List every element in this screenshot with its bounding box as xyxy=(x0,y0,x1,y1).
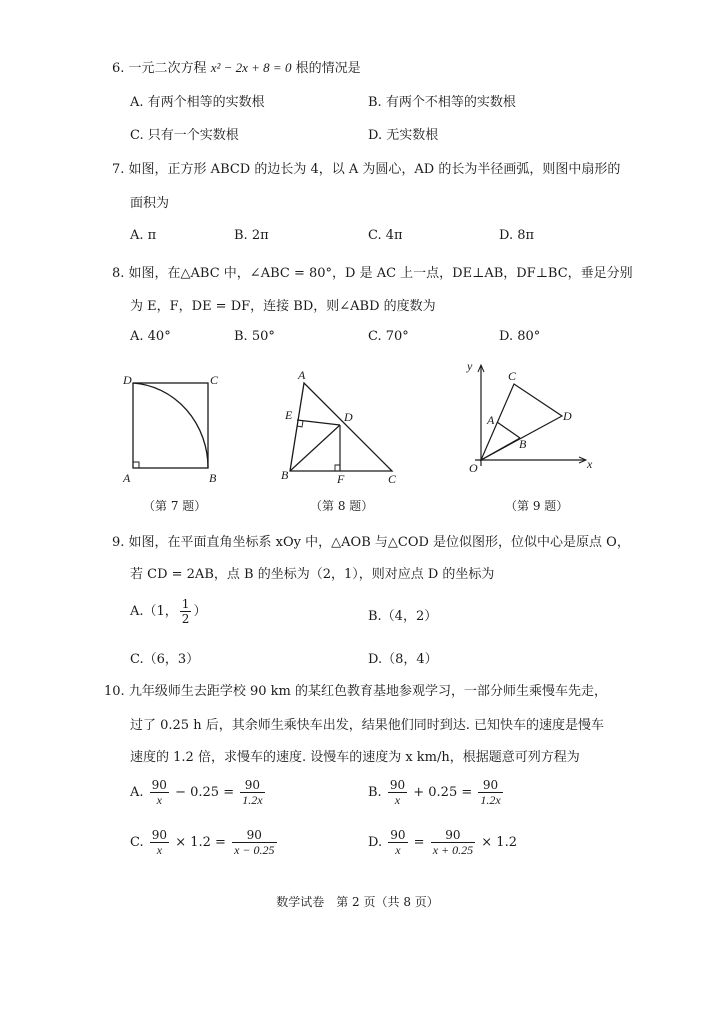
q7-option-a: A. π xyxy=(130,228,157,243)
q10-option-b xyxy=(368,778,505,807)
q6-equation: x² − 2x + 8 = 0 xyxy=(210,60,292,75)
q9-option-a xyxy=(130,597,206,626)
fig7-right-angle xyxy=(133,462,139,468)
fig9-label-d: D xyxy=(563,409,572,423)
q10-c-num1: 90 xyxy=(151,828,168,842)
q9-stem-line1 xyxy=(112,531,630,550)
q9-line1-text: 如图，在平面直角坐标系 xOy 中，△AOB 与△COD 是位似图形，位似中心是原点 O， xyxy=(128,535,630,550)
q9-stem-line2: 若 CD = 2AB，点 B 的坐标为（2，1），则对应点 D 的坐标为 xyxy=(130,567,495,582)
fig9-label-b: B xyxy=(519,437,527,451)
fig7-label-b: B xyxy=(209,471,217,485)
q10-option-a-mid: − 0.25 = xyxy=(175,785,235,800)
q9-option-a-fraction xyxy=(180,597,192,626)
fig7-label-d: D xyxy=(123,373,132,387)
fig8-caption: （第 8 题） xyxy=(310,499,374,513)
fig8-segment-bd xyxy=(290,425,340,471)
q8-number: 8. xyxy=(112,266,125,281)
q10-a-den2: 1.2x xyxy=(242,793,263,807)
q10-option-a-frac2 xyxy=(240,778,264,807)
q6-stem-pre: 一元二次方程 xyxy=(128,61,207,76)
q6-stem xyxy=(112,57,361,76)
q10-b-num1: 90 xyxy=(389,778,406,792)
q10-option-a-label: A. xyxy=(130,785,144,800)
q10-option-b-frac1 xyxy=(388,778,407,807)
figure-8 xyxy=(278,365,403,487)
q9-option-a-numerator: 1 xyxy=(181,597,190,611)
q10-stem-line1 xyxy=(104,680,607,699)
fig8-label-b: B xyxy=(281,468,289,482)
q9-number: 9. xyxy=(112,535,125,550)
q10-d-num2: 90 xyxy=(431,828,475,843)
q10-option-c-mid: × 1.2 = xyxy=(175,835,226,850)
q10-option-c xyxy=(130,828,279,857)
figure-7 xyxy=(118,370,228,486)
fig9-label-o: O xyxy=(469,461,478,475)
q8-option-b: B. 50° xyxy=(234,329,275,344)
q10-c-den2: x − 0.25 xyxy=(234,843,275,857)
q10-a-num2: 90 xyxy=(240,778,264,793)
q10-b-den2: 1.2x xyxy=(480,793,501,807)
q10-c-den1: x xyxy=(156,843,163,857)
q10-d-num1: 90 xyxy=(390,828,406,842)
q8-option-c: C. 70° xyxy=(368,329,409,344)
fig8-label-a: A xyxy=(298,368,306,382)
q6-option-c: C. 只有一个实数根 xyxy=(130,128,239,143)
q10-option-b-mid: + 0.25 = xyxy=(413,785,473,800)
q6-number: 6. xyxy=(112,61,125,76)
q10-d-den1: x xyxy=(395,843,401,857)
q10-stem-line3: 速度的 1.2 倍，求慢车的速度. 设慢车的速度为 x km/h，根据题意可列方程为 xyxy=(130,750,580,765)
q6-option-a: A. 有两个相等的实数根 xyxy=(130,95,265,110)
q6-stem-post: 根的情况是 xyxy=(295,61,361,76)
fig7-arc xyxy=(133,383,208,468)
q9-option-d: D.（8，4） xyxy=(368,652,438,667)
q10-option-d-frac2 xyxy=(431,828,475,857)
q10-option-a-frac1 xyxy=(150,778,169,807)
q7-option-c: C. 4π xyxy=(368,228,403,243)
q8-stem-line2: 为 E，F，DE = DF，连接 BD，则∠ABD 的度数为 xyxy=(130,299,436,314)
fig9-segment-ab xyxy=(497,422,520,438)
page-footer: 数学试卷 第 2 页（共 8 页） xyxy=(276,895,439,909)
q10-option-d-label: D. xyxy=(368,835,383,850)
q8-option-a: A. 40° xyxy=(130,329,171,344)
q10-option-c-frac2 xyxy=(232,828,276,857)
q10-a-den1: x xyxy=(156,793,162,807)
q10-option-b-label: B. xyxy=(368,785,382,800)
fig8-triangle xyxy=(290,383,392,471)
q10-number: 10. xyxy=(104,684,125,699)
q10-a-num1: 90 xyxy=(151,778,167,792)
q10-option-c-label: C. xyxy=(130,835,144,850)
q8-option-d: D. 80° xyxy=(499,329,541,344)
q10-option-d xyxy=(368,828,517,857)
q10-b-den1: x xyxy=(394,793,401,807)
figure-9 xyxy=(455,358,600,488)
q7-number: 7. xyxy=(112,162,125,177)
q10-option-d-post: × 1.2 xyxy=(481,835,517,850)
q7-stem-line1 xyxy=(112,158,620,177)
q7-line1-text: 如图，正方形 ABCD 的边长为 4，以 A 为圆心，AD 的长为半径画弧，则图中扇形的 xyxy=(128,162,621,177)
fig9-label-a: A xyxy=(487,413,495,427)
q6-option-b: B. 有两个不相等的实数根 xyxy=(368,95,516,110)
q7-option-b: B. 2π xyxy=(234,228,269,243)
q10-option-c-frac1 xyxy=(150,828,169,857)
fig8-right-angle-f xyxy=(335,465,340,471)
fig9-caption: （第 9 题） xyxy=(505,499,569,513)
fig8-label-d: D xyxy=(344,410,353,424)
fig8-label-f: F xyxy=(337,472,345,486)
q10-option-d-frac1 xyxy=(388,828,407,857)
fig8-label-e: E xyxy=(285,408,293,422)
q10-option-b-frac2 xyxy=(478,778,502,807)
fig9-segment-ob xyxy=(481,438,520,460)
q10-option-a xyxy=(130,778,267,807)
q9-option-a-denominator: 2 xyxy=(181,612,190,626)
q10-option-d-mid: = xyxy=(413,835,425,850)
fig8-label-c: C xyxy=(388,472,397,486)
q8-line1-text: 如图，在△ABC 中，∠ABC = 80°，D 是 AC 上一点，DE⊥AB，DF⊥BC，垂足分别 xyxy=(128,266,633,281)
q9-option-a-post: ） xyxy=(193,604,207,619)
q10-b-num2: 90 xyxy=(478,778,502,793)
q9-option-a-pre: A.（1， xyxy=(130,604,178,619)
fig8-segment-de xyxy=(297,420,340,425)
fig7-caption: （第 7 题） xyxy=(143,499,207,513)
q10-stem-line2: 过了 0.25 h 后，其余师生乘快车出发，结果他们同时到达. 已知快车的速度是慢车 xyxy=(130,718,604,733)
q7-stem-line2: 面积为 xyxy=(130,196,170,211)
q6-option-d: D. 无实数根 xyxy=(368,128,439,143)
fig7-label-c: C xyxy=(210,373,219,387)
q10-c-num2: 90 xyxy=(232,828,276,843)
q8-stem-line1 xyxy=(112,262,633,281)
fig9-label-c: C xyxy=(508,369,517,383)
fig9-label-x: x xyxy=(587,457,593,471)
q9-option-c: C.（6，3） xyxy=(130,652,200,667)
q10-d-den2: x + 0.25 xyxy=(432,843,474,857)
fig9-label-y: y xyxy=(467,359,473,373)
fig7-label-a: A xyxy=(123,471,131,485)
q9-option-b: B.（4，2） xyxy=(368,609,438,624)
q7-option-d: D. 8π xyxy=(499,228,535,243)
q10-line1-text: 九年级师生去距学校 90 km 的某红色教育基地参观学习，一部分师生乘慢车先走， xyxy=(128,684,607,699)
